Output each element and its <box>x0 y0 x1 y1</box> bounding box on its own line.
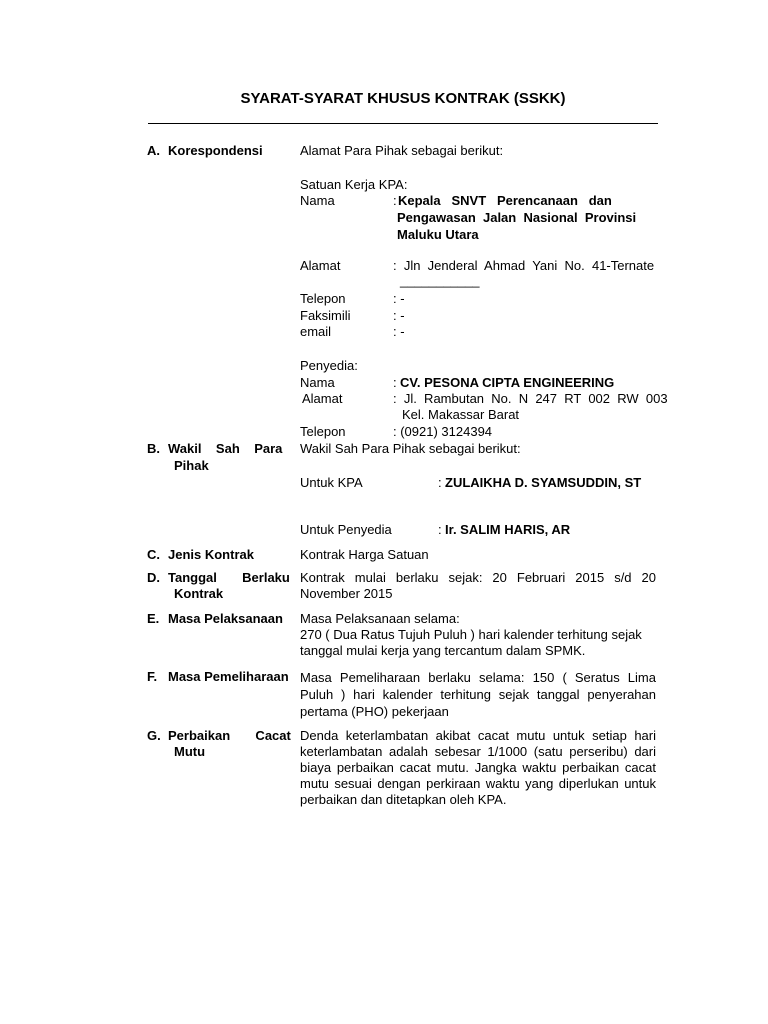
section-a-letter: A. <box>147 143 160 158</box>
penyedia-telepon-value: : (0921) 3124394 <box>393 424 493 439</box>
title-divider <box>148 123 658 124</box>
section-f-letter: F. <box>147 669 158 684</box>
penyedia-nama-label: Nama <box>300 375 335 390</box>
section-g-label-line2: Mutu <box>174 744 206 759</box>
section-e-label: Masa Pelaksanaan <box>168 611 283 626</box>
penyedia-alamat-line2: Kel. Makassar Barat <box>402 407 520 422</box>
wakil-intro: Wakil Sah Para Pihak sebagai berikut: <box>300 441 521 456</box>
section-d-letter: D. <box>147 570 160 585</box>
section-b-label-line1: Wakil Sah Para <box>168 441 283 456</box>
section-c-label: Jenis Kontrak <box>168 547 254 562</box>
perbaikan-cacat-value: Denda keterlambatan akibat cacat mutu untuk setiap hari keterlambatan adalah sebesar 1/1000 (satu perseribu) dari biaya perbaikan cacat mutu. Jangka waktu perbaikan cacat mutu sesuai dengan perkiraan waktu yang diperlukan untuk perbaikan dan ditetapkan oleh KPA. <box>300 728 656 807</box>
kpa-nama-colon: : <box>393 193 397 208</box>
section-g-letter: G. <box>147 728 161 743</box>
kpa-email-label: email <box>300 324 332 339</box>
wakil-penyedia-label: Untuk Penyedia <box>300 522 392 537</box>
kpa-nama-line3: Maluku Utara <box>397 227 479 242</box>
kpa-nama-line1: Kepala SNVT Perencanaan dan <box>398 193 612 208</box>
kpa-telepon-value: : - <box>393 291 405 306</box>
section-a-label: Korespondensi <box>168 143 263 158</box>
kpa-nama-line2: Pengawasan Jalan Nasional Provinsi <box>397 210 637 225</box>
section-f-label: Masa Pemeliharaan <box>168 669 289 684</box>
section-c-letter: C. <box>147 547 160 562</box>
jenis-kontrak-value: Kontrak Harga Satuan <box>300 547 429 562</box>
wakil-kpa-value: ZULAIKHA D. SYAMSUDDIN, ST <box>445 475 642 490</box>
wakil-penyedia-colon: : <box>438 522 442 537</box>
penyedia-alamat-label: Alamat <box>302 391 343 406</box>
kpa-telepon-label: Telepon <box>300 291 346 306</box>
kpa-alamat-underline: ___________ <box>400 273 480 288</box>
masa-pelaksanaan-line2: 270 ( Dua Ratus Tujuh Puluh ) hari kalender terhitung sejak tanggal mulai kerja yang tercantum dalam SPMK. <box>300 627 642 658</box>
section-d-label-line1: Tanggal Berlaku <box>168 570 290 585</box>
section-e-letter: E. <box>147 611 160 626</box>
kpa-faksimili-label: Faksimili <box>300 308 351 323</box>
section-d-label-line2: Kontrak <box>174 586 224 601</box>
masa-pelaksanaan-line1: Masa Pelaksanaan selama: <box>300 611 460 626</box>
korespondensi-intro: Alamat Para Pihak sebagai berikut: <box>300 143 504 158</box>
section-b-label-line2: Pihak <box>174 458 209 473</box>
penyedia-telepon-label: Telepon <box>300 424 346 439</box>
kpa-nama-label: Nama <box>300 193 335 208</box>
kpa-alamat-value: : Jln Jenderal Ahmad Yani No. 41-Ternate <box>393 258 655 273</box>
section-g-label-line1: Perbaikan Cacat <box>168 728 291 743</box>
kpa-alamat-label: Alamat <box>300 258 341 273</box>
penyedia-nama-value: CV. PESONA CIPTA ENGINEERING <box>400 375 615 390</box>
section-b-letter: B. <box>147 441 160 456</box>
wakil-kpa-label: Untuk KPA <box>300 475 363 490</box>
penyedia-nama-colon: : <box>393 375 397 390</box>
tanggal-berlaku-value: Kontrak mulai berlaku sejak: 20 Februari 2015 s/d 20 November 2015 <box>300 570 656 601</box>
penyedia-alamat-line1: : Jl. Rambutan No. N 247 RT 002 RW 003 <box>393 391 668 406</box>
document-title: SYARAT-SYARAT KHUSUS KONTRAK (SSKK) <box>240 90 566 107</box>
penyedia-heading: Penyedia: <box>300 358 358 373</box>
kpa-email-value: : - <box>393 324 405 339</box>
kpa-faksimili-value: : - <box>393 308 405 323</box>
kpa-heading: Satuan Kerja KPA: <box>300 177 408 192</box>
masa-pemeliharaan-value: Masa Pemeliharaan berlaku selama: 150 ( Seratus Lima Puluh ) hari kalender terhitung sejak tanggal penyerahan pertama (PHO) pekerjaan <box>300 670 656 719</box>
wakil-penyedia-value: Ir. SALIM HARIS, AR <box>445 522 571 537</box>
wakil-kpa-colon: : <box>438 475 442 490</box>
